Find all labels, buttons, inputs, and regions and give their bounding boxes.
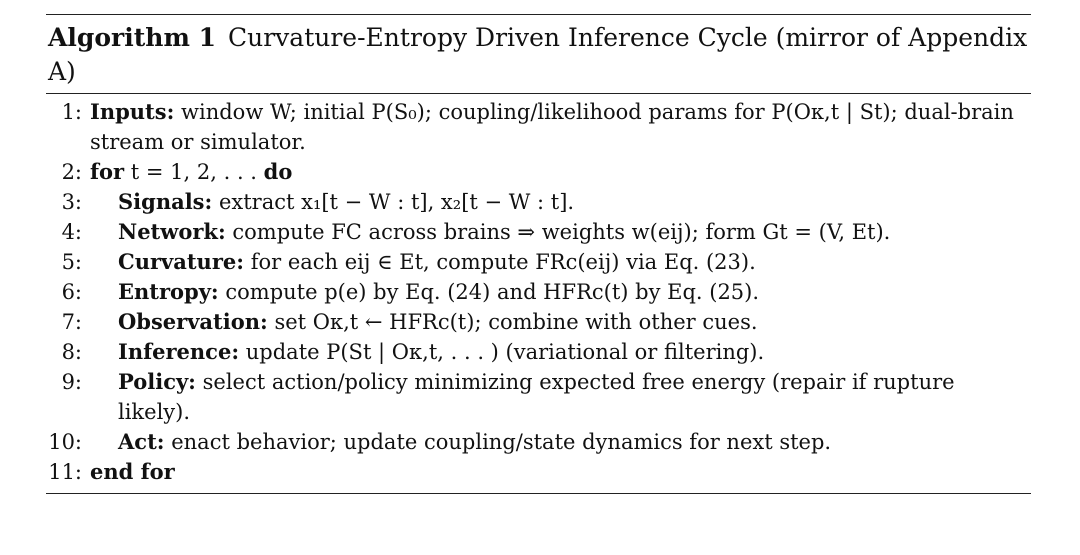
line-number: 10: bbox=[48, 430, 82, 454]
algorithm-caption bbox=[46, 15, 1031, 93]
line-keyword: Inputs: bbox=[90, 99, 175, 124]
line-text: set Oκ,t ← HFRc(t); combine with other cues. bbox=[274, 310, 758, 334]
algorithm-line bbox=[46, 427, 1031, 457]
line-keyword: Act: bbox=[118, 429, 165, 454]
line-body bbox=[46, 307, 1031, 337]
line-keyword-end: do bbox=[263, 159, 293, 184]
line-body bbox=[46, 367, 1031, 427]
line-text: for each eij ∈ Et, compute FRc(eij) via Eq. (23). bbox=[250, 250, 756, 274]
line-number: 7: bbox=[61, 310, 82, 334]
line-keyword: Entropy: bbox=[118, 279, 219, 304]
algorithm-line bbox=[46, 307, 1031, 337]
algorithm-block bbox=[46, 14, 1031, 494]
line-body bbox=[46, 427, 1031, 457]
line-keyword: end for bbox=[90, 459, 175, 484]
algorithm-lines bbox=[46, 94, 1031, 487]
algorithm-line bbox=[46, 187, 1031, 217]
algorithm-line bbox=[46, 277, 1031, 307]
line-body bbox=[46, 337, 1031, 367]
line-keyword: Inference: bbox=[118, 339, 240, 364]
line-number: 5: bbox=[61, 250, 82, 274]
line-number: 9: bbox=[61, 370, 82, 394]
line-body bbox=[46, 247, 1031, 277]
line-number: 8: bbox=[61, 340, 82, 364]
line-keyword: for bbox=[90, 159, 125, 184]
algorithm-line bbox=[46, 97, 1031, 157]
line-text: extract x₁[t − W : t], x₂[t − W : t]. bbox=[218, 190, 575, 214]
line-body bbox=[46, 157, 1031, 187]
line-number: 3: bbox=[61, 190, 82, 214]
line-text: t = 1, 2, . . . bbox=[130, 160, 257, 184]
line-number: 2: bbox=[61, 160, 82, 184]
line-text: window W; initial P(S₀); coupling/likelihood params for P(Oκ,t | St); dual-brain stream or simulator. bbox=[90, 100, 1014, 154]
line-keyword: Signals: bbox=[118, 189, 213, 214]
line-body bbox=[46, 187, 1031, 217]
algorithm-line bbox=[46, 247, 1031, 277]
line-body bbox=[46, 457, 1031, 487]
algorithm-title: Curvature-Entropy Driven Inference Cycle (mirror of Appendix A) bbox=[48, 23, 1028, 86]
line-keyword: Curvature: bbox=[118, 249, 244, 274]
line-number: 11: bbox=[48, 460, 82, 484]
line-body bbox=[46, 97, 1031, 157]
line-text: update P(St | Oκ,t, . . . ) (variational or filtering). bbox=[245, 340, 765, 364]
line-body bbox=[46, 277, 1031, 307]
line-number: 1: bbox=[61, 100, 82, 124]
line-number: 6: bbox=[61, 280, 82, 304]
line-text: select action/policy minimizing expected free energy (repair if rupture likely). bbox=[118, 370, 955, 424]
line-keyword: Observation: bbox=[118, 309, 268, 334]
line-text: enact behavior; update coupling/state dynamics for next step. bbox=[171, 430, 832, 454]
algorithm-line bbox=[46, 217, 1031, 247]
algorithm-line bbox=[46, 157, 1031, 187]
algorithm-line bbox=[46, 337, 1031, 367]
line-text: compute FC across brains ⇒ weights w(eij); form Gt = (V, Et). bbox=[232, 220, 891, 244]
line-number: 4: bbox=[61, 220, 82, 244]
line-keyword: Network: bbox=[118, 219, 226, 244]
algorithm-label: Algorithm 1 bbox=[48, 23, 216, 52]
algorithm-line bbox=[46, 457, 1031, 487]
line-keyword: Policy: bbox=[118, 369, 196, 394]
bottom-rule bbox=[46, 493, 1031, 494]
line-text: compute p(e) by Eq. (24) and HFRc(t) by Eq. (25). bbox=[225, 280, 760, 304]
line-body bbox=[46, 217, 1031, 247]
algorithm-line bbox=[46, 367, 1031, 427]
